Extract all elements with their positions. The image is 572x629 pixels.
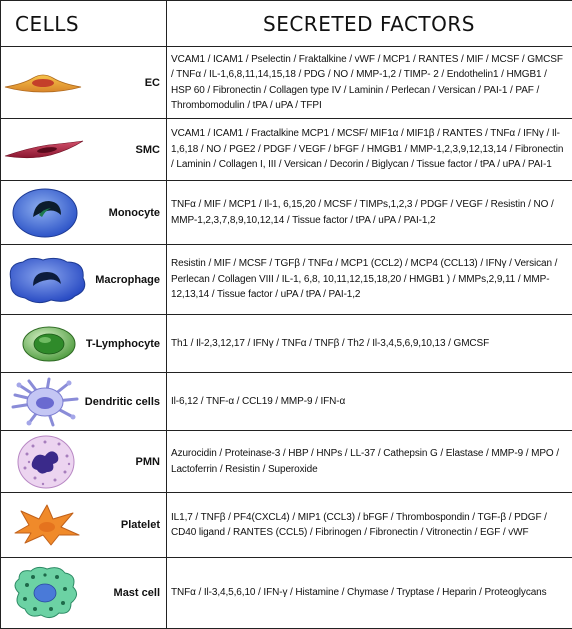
cell-type-cell: [1, 181, 167, 245]
header-cells: CELLS: [1, 1, 167, 47]
table-row: [1, 119, 572, 181]
monocyte-icon: [9, 187, 85, 239]
cell-type-cell: [1, 373, 167, 431]
table-row: [1, 315, 572, 373]
factors-text: VCAM1 / ICAM1 / Pselectin / Fraktalkine / vWF / MCP1 / RANTES / MIF / MCSF / GMCSF / TNFα / IL-1,6,8,11,14,15,18 / PDG / NO / MMP-1,2 / TIMP- 2 / Endothelin1 / HMGB1 / HSP 60 / Fibronectin / Collagen type IV / Laminin / Perlecan / Versican / PAI-1 / PAF / Thrombomodulin / tPA / uPA / TFPI: [167, 47, 572, 119]
factors-text: IL1,7 / TNFβ / PF4(CXCL4) / MIP1 (CCL3) / bFGF / Thrombospondin / TGF-β / PDGF / CD40 ligand / RANTES (CCL5) / Fibrinogen / Fibronectin / Vitronectin / EGF / vWF: [167, 493, 572, 558]
cell-type-cell: [1, 558, 167, 629]
cell-name: T-Lymphocyte: [86, 338, 160, 350]
cell-name: Mast cell: [114, 587, 160, 599]
platelet-icon: [11, 503, 81, 547]
macrophage-icon: [3, 254, 91, 306]
factors-text: TNFα / Il-3,4,5,6,10 / IFN-γ / Histamine / Chymase / Tryptase / Heparin / Proteoglycans: [167, 558, 572, 629]
table-row: [1, 431, 572, 493]
mast-cell-icon: [9, 565, 81, 621]
cell-name: Dendritic cells: [85, 396, 160, 408]
t-lymphocyte-icon: [19, 324, 79, 364]
pmn-icon: [15, 434, 77, 490]
cell-name: SMC: [136, 144, 160, 156]
cell-type-cell: [1, 245, 167, 315]
endothelial-cell-icon: [3, 68, 83, 98]
table-row: [1, 373, 572, 431]
table-row: [1, 245, 572, 315]
cell-type-cell: [1, 431, 167, 493]
table-row: [1, 47, 572, 119]
cell-type-cell: [1, 315, 167, 373]
table-row: [1, 493, 572, 558]
factors-text: TNFα / MIF / MCP1 / Il-1, 6,15,20 / MCSF / TIMPs,1,2,3 / PDGF / VEGF / Resistin / NO / MMP-1,2,3,7,8,9,10,12,14 / Tissue factor / tPA / uPA / PAI-1,2: [167, 181, 572, 245]
cell-type-cell: [1, 47, 167, 119]
cell-name: Monocyte: [109, 207, 160, 219]
table-row: [1, 558, 572, 629]
factors-text: Th1 / Il-2,3,12,17 / IFNγ / TNFα / TNFβ / Th2 / Il-3,4,5,6,9,10,13 / GMCSF: [167, 315, 572, 373]
cell-type-cell: [1, 493, 167, 558]
factors-text: Resistin / MIF / MCSF / TGFβ / TNFα / MCP1 (CCL2) / MCP4 (CCL13) / IFNγ / Versican / Perlecan / Collagen VIII / IL-1, 6,8, 10,11,12,15,18,20 / HMGB1 ) / MMPs,2,9,11 / MMP- 12,13,14 / Tissue factor / uPA / tPA / PAI-1,2: [167, 245, 572, 315]
smooth-muscle-cell-icon: [3, 136, 85, 164]
factors-text: VCAM1 / ICAM1 / Fractalkine MCP1 / MCSF/ MIF1α / MIF1β / RANTES / TNFα / IFNγ / Il-1,6,18 / NO / PGE2 / PDGF / VEGF / bFGF / HMGB1 / MMP-1,2,3,9,12,13,14 / Fibronectin / Laminin / Collagen I, III / Versican / Decorin / Biglycan / Tissue factor / tPA / uPA / PAI-1: [167, 119, 572, 181]
factors-text: Il-6,12 / TNF-α / CCL19 / MMP-9 / IFN-α: [167, 373, 572, 431]
header-secreted-factors: SECRETED FACTORS: [167, 1, 572, 47]
cell-name: Macrophage: [95, 274, 160, 286]
factors-text: Azurocidin / Proteinase-3 / HBP / HNPs / LL-37 / Cathepsin G / Elastase / MMP-9 / MPO / Lactoferrin / Resistin / Superoxide: [167, 431, 572, 493]
header-row: [1, 1, 572, 47]
table-row: [1, 181, 572, 245]
cell-type-cell: [1, 119, 167, 181]
cell-name: EC: [145, 77, 160, 89]
cell-name: PMN: [136, 456, 160, 468]
dendritic-cell-icon: [9, 377, 81, 427]
cell-name: Platelet: [121, 519, 160, 531]
